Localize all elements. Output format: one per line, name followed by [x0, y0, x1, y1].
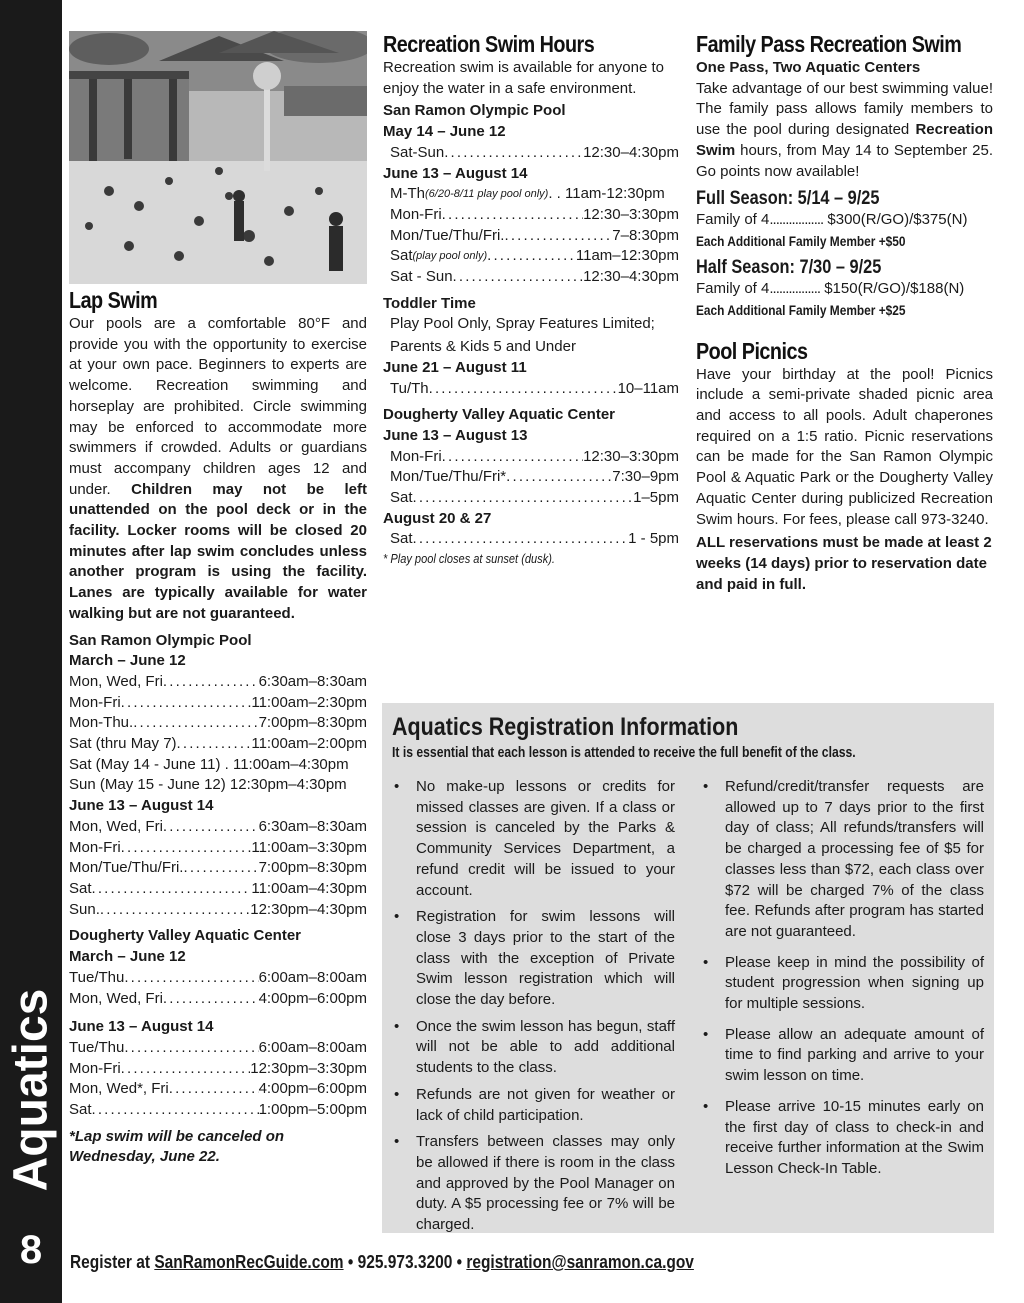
family-pass-column	[696, 31, 993, 595]
registration-info-box	[382, 703, 994, 1233]
phone-number: 925.973.3200	[357, 1252, 453, 1272]
rec-dvac-period2: August 20 & 27	[383, 509, 492, 527]
schedule-row: Sat-Sun . . . 12:30–4:30pm	[383, 143, 679, 164]
family-pass-title: Family Pass Recreation Swim	[696, 31, 962, 57]
registration-right-list	[701, 777, 984, 1242]
schedule-row: Mon, Wed, Fri . . . 4:00pm–6:00pm	[69, 989, 367, 1010]
list-item: • Once the swim lesson has begun, staff will not be able to add additional students to the class.	[403, 1017, 675, 1079]
lap-dvac-period2-schedule	[69, 1038, 367, 1121]
toddler-heading: Toddler Time	[383, 294, 476, 312]
schedule-row: Tue/Thu . . . 6:00am–8:00am	[69, 1038, 367, 1059]
footer-register-label: Register at	[70, 1252, 155, 1272]
lap-srop-period2-schedule	[69, 817, 367, 921]
rec-swim-note: * Play pool closes at sunset (dusk).	[383, 551, 555, 567]
schedule-row: Mon-Thu. . . . 7:00pm–8:30pm	[69, 713, 367, 734]
lap-srop-period1-schedule	[69, 672, 367, 796]
pool-photo-image	[69, 31, 367, 284]
lap-dvac-period1-schedule	[69, 968, 367, 1009]
list-item: • Registration for swim lessons will close 3 days prior to the start of the class with the exception of Private Swim lesson registration which will close the day before.	[403, 907, 675, 1011]
schedule-row: Sat . . . 1 - 5pm	[383, 529, 679, 550]
picnics-bold: ALL reservations must be made at least 2 weeks (14 days) prior to reservation date and paid in full.	[696, 534, 992, 593]
picnics-desc: Have your birthday at the pool! Picnics include a semi-private shaded picnic area and access to all pools. Adult chaperones required on a 1:5 ratio. Picnic reservations can be made for the San Ramon Olympic Pool & Aquatic Park or the Dougherty Valley Aquatic Center during publicized Recreation Swim hours. For fees, please call 973-3240.	[696, 365, 993, 528]
full-season-price: Family of 4................. $300(R/GO)/$375(N)	[696, 211, 968, 229]
lap-swim-column	[69, 31, 367, 1168]
lap-srop-period2: June 13 – August 14	[69, 797, 214, 815]
lap-swim-intro: Our pools are a comfortable 80°F and provide you with the opportunity to exercise at your own pace. Beginners to experts are welcome. Recreation swimming and horseplay are prohibited. Circle swimming may be enforced to accommodate more swimmers if crowded. Adults or guardians must accompany children ages 12 and under.	[69, 315, 367, 498]
rec-srop-period2: June 13 – August 14	[383, 164, 528, 182]
website-link[interactable]: SanRamonRecGuide.com	[154, 1252, 344, 1272]
schedule-row: Mon, Wed, Fri . . . 6:30am–8:30am	[69, 817, 367, 838]
schedule-row: Sat . . . 11:00am–4:30pm	[69, 879, 367, 900]
schedule-row: Mon/Tue/Thu/Fri. . . . 7–8:30pm	[383, 226, 679, 247]
rec-swim-title: Recreation Swim Hours	[383, 31, 595, 57]
schedule-row: Sat (play pool only) . . . 11am–12:30pm	[383, 246, 679, 267]
footer: Register at SanRamonRecGuide.com • 925.973.3200 • registration@sanramon.ca.gov	[70, 1252, 694, 1272]
schedule-row: Sun. . . . 12:30pm–4:30pm	[69, 900, 367, 921]
registration-sub: It is essential that each lesson is attended to receive the full benefit of the class.	[392, 745, 856, 761]
list-item: • Transfers between classes may only be allowed if there is room in the class and approved by the Pool Manager on duty. A $5 processing fee or 7% will be charged.	[403, 1132, 675, 1236]
rec-swim-intro: Recreation swim is available for anyone to enjoy the water in a safe environment.	[383, 59, 664, 97]
half-season-extra: Each Additional Family Member +$25	[696, 301, 906, 318]
schedule-row: Mon/Tue/Thu/Fri. . . . 7:00pm–8:30pm	[69, 858, 367, 879]
toddler-period: June 21 – August 11	[383, 358, 527, 376]
list-item: • No make-up lessons or credits for missed classes are given. If a class or session is canceled by the Parks & Community Services Department, a refund credit will be issued to your account.	[403, 777, 675, 901]
family-pass-sub: One Pass, Two Aquatic Centers	[696, 59, 921, 76]
schedule-row: Mon, Wed, Fri . . . 6:30am–8:30am	[69, 672, 367, 693]
schedule-row: Mon-Fri . . . 11:00am–3:30pm	[69, 838, 367, 859]
toddler-desc-2: Parents & Kids 5 and Under	[390, 338, 576, 356]
schedule-row: M-Th (6/20-8/11 play pool only) . . 11am-12:30pm	[390, 185, 665, 203]
schedule-row: Sat . . . 1:00pm–5:00pm	[69, 1100, 367, 1121]
lap-dvac-period2: June 13 – August 14	[69, 1018, 214, 1036]
schedule-row: Tue/Thu . . . 6:00am–8:00am	[69, 968, 367, 989]
list-item: • Refunds are not given for weather or lack of child participation.	[403, 1085, 675, 1126]
rec-swim-column	[383, 31, 679, 568]
list-item: • Please allow an adequate amount of time to find parking and arrive to your swim lesson on time.	[712, 1025, 984, 1087]
schedule-row: Sat (May 14 - June 11) . 11:00am–4:30pm	[69, 755, 349, 773]
list-item: • Refund/credit/transfer requests are allowed up to 7 days prior to the first day of class; All refunds/transfers will be charged a processing fee of $5 for classes less than $72, each class over $72 will be charged 7% of the class fee. Refunds after program has started are not guaranteed.	[712, 777, 984, 943]
schedule-row: Tu/Th . . . 10–11am	[383, 379, 679, 400]
side-bar	[0, 0, 62, 1303]
full-season-heading: Full Season: 5/14 – 9/25	[696, 188, 880, 210]
full-season-extra: Each Additional Family Member +$50	[696, 232, 906, 249]
pool-photo	[69, 31, 367, 284]
lap-srop-heading: San Ramon Olympic Pool	[69, 631, 252, 649]
lap-swim-intro-bold: Children may not be left unattended on the pool deck or in the facility. Locker rooms will be closed 20 minutes after lap swim concludes unless another program is using the facility. Lanes are typically available for water walking but are not guaranteed.	[69, 480, 367, 622]
half-season-price: Family of 4................ $150(R/GO)/$188(N)	[696, 279, 965, 297]
lap-swim-title: Lap Swim	[69, 287, 158, 313]
schedule-row: Mon-Fri . . . 12:30–3:30pm	[383, 447, 679, 468]
list-item: • Please keep in mind the possibility of student progression when signing up for multiple sessions.	[712, 953, 984, 1015]
lap-swim-note: *Lap swim will be canceled on Wednesday, June 22.	[69, 1127, 285, 1166]
registration-left-list	[392, 777, 675, 1242]
schedule-row: Mon-Fri . . . 12:30pm–3:30pm	[69, 1059, 367, 1080]
half-season-heading: Half Season: 7/30 – 9/25	[696, 256, 882, 278]
rec-dvac-heading: Dougherty Valley Aquatic Center	[383, 406, 616, 424]
picnics-title: Pool Picnics	[696, 337, 808, 364]
schedule-row: Sat - Sun . . . 12:30–4:30pm	[383, 267, 679, 288]
schedule-row: Sat (thru May 7) . . . 11:00am–2:00pm	[69, 734, 367, 755]
schedule-row: Mon-Fri . . . 12:30–3:30pm	[383, 205, 679, 226]
schedule-row: Mon-Fri . . . 11:00am–2:30pm	[69, 693, 367, 714]
registration-title: Aquatics Registration Information	[392, 713, 739, 741]
rec-srop-heading: San Ramon Olympic Pool	[383, 102, 566, 120]
schedule-row: Sun (May 15 - June 12) 12:30pm–4:30pm	[69, 776, 347, 794]
email-link[interactable]: registration@sanramon.ca.gov	[466, 1252, 694, 1272]
page-number: 8	[19, 1228, 43, 1272]
lap-dvac-period1: March – June 12	[69, 948, 186, 966]
schedule-row: Mon/Tue/Thu/Fri* . . . 7:30–9pm	[383, 467, 679, 488]
lap-srop-period1: March – June 12	[69, 652, 186, 670]
lap-dvac-heading: Dougherty Valley Aquatic Center	[69, 927, 302, 945]
list-item: • Please arrive 10-15 minutes early on the first day of class to check-in and receive further information at the Swim Lesson Check-In Table.	[712, 1097, 984, 1180]
section-label: Aquatics	[4, 988, 58, 1192]
schedule-row: Sat . . . 1–5pm	[383, 488, 679, 509]
schedule-row: Mon, Wed*, Fri . . . 4:00pm–6:00pm	[69, 1079, 367, 1100]
rec-dvac-period1: June 13 – August 13	[383, 426, 528, 444]
toddler-desc-1: Play Pool Only, Spray Features Limited;	[390, 315, 655, 333]
rec-srop-period1: May 14 – June 12	[383, 123, 506, 141]
family-pass-desc: Take advantage of our best swimming value! The family pass allows family members to use the pool during designated Recreation Swim hours, from May 14 to September 25. Go points now available!	[696, 79, 993, 180]
